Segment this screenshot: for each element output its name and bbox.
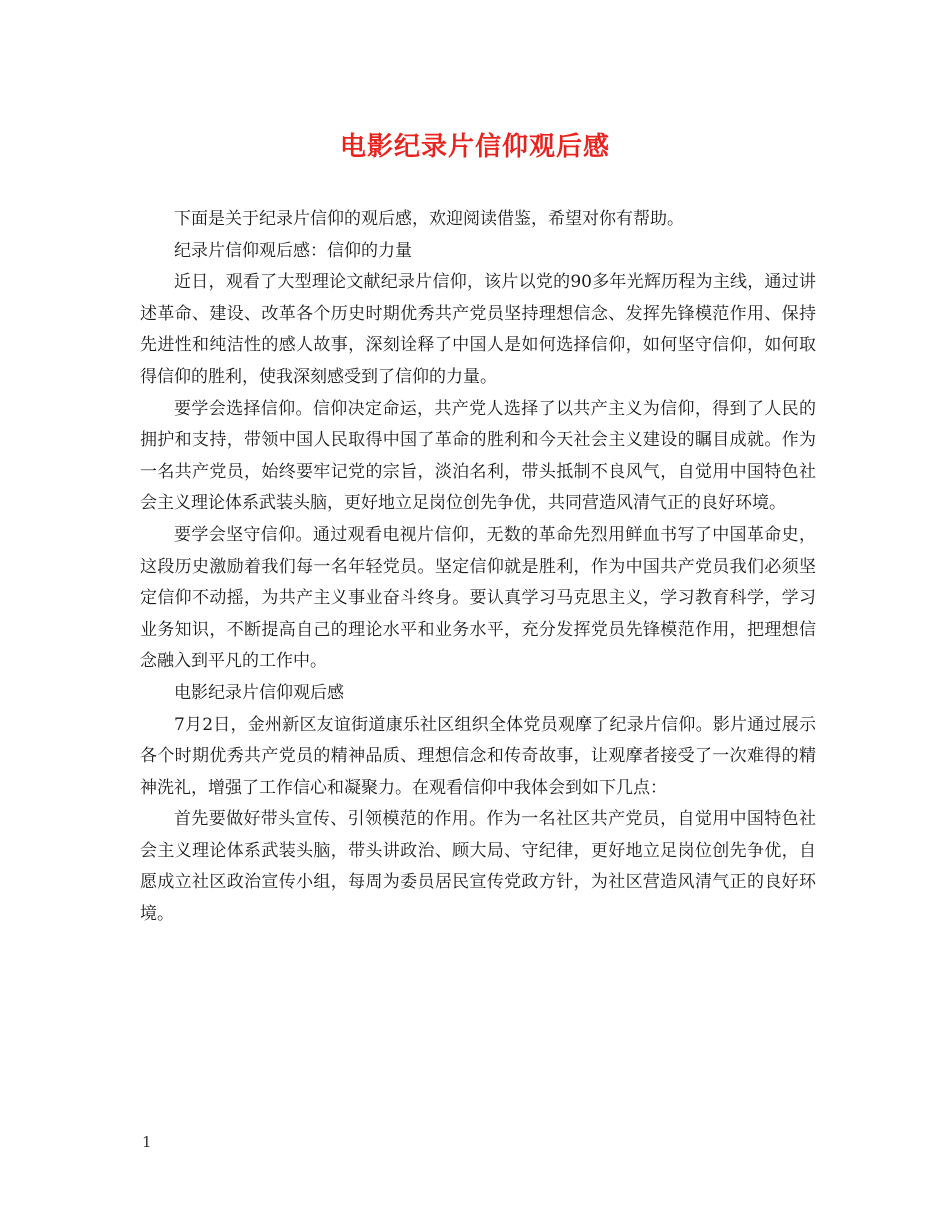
document-body [140, 204, 816, 931]
paragraph-subheading-1: 纪录片信仰观后感：信仰的力量 [174, 240, 412, 261]
paragraph-1: 近日，观看了大型理论文献纪录片信仰，该片以党的90多年光辉历程为主线，通过讲述革命、建设、改革各个历史时期优秀共产党员坚持理想信念、发挥先锋模范作用、保持先进性和纯洁性的感人故事，深刻诠释了中国人是如何选择信仰，如何坚守信仰，如何取得信仰的胜利，使我深刻感受到了信仰的力量。 [140, 272, 816, 387]
paragraph-5: 首先要做好带头宣传、引领模范的作用。作为一名社区共产党员，自觉用中国特色社会主义理论体系武装头脑，带头讲政治、顾大局、守纪律，更好地立足岗位创先争优，自愿成立社区政治宣传小组，每周为委员居民宣传党政方针，为社区营造风清气正的良好环境。 [140, 809, 816, 925]
paragraph-3: 要学会坚守信仰。通过观看电视片信仰，无数的革命先烈用鲜血书写了中国革命史，这段历史激励着我们每一名年轻党员。坚定信仰就是胜利，作为中国共产党员我们必须坚定信仰不动摇，为共产主义事业奋斗终身。要认真学习马克思主义，学习教育科学，学习业务知识，不断提高自己的理论水平和业务水平，充分发挥党员先锋模范作用，把理想信念融入到平凡的工作中。 [140, 524, 816, 672]
page-number: 1 [142, 1133, 152, 1151]
page-title: 电影纪录片信仰观后感 [339, 132, 610, 162]
paragraph-2: 要学会选择信仰。信仰决定命运，共产党人选择了以共产主义为信仰，得到了人民的拥护和支持，带领中国人民取得中国了革命的胜利和今天社会主义建设的瞩目成就。作为一名共产党员，始终要牢记党的宗旨，淡泊名利，带头抵制不良风气，自觉用中国特色社会主义理论体系武装头脑，更好地立足岗位创先争优，共同营造风清气正的良好环境。 [140, 398, 816, 514]
paragraph-4: 7月2日，金州新区友谊街道康乐社区组织全体党员观摩了纪录片信仰。影片通过展示各个时期优秀共产党员的精神品质、理想信念和传奇故事，让观摩者接受了一次难得的精神洗礼，增强了工作信心和凝聚力。在观看信仰中我体会到如下几点： [140, 714, 816, 798]
paragraph-subheading-2: 电影纪录片信仰观后感 [174, 682, 344, 703]
paragraph-intro: 下面是关于纪录片信仰的观后感，欢迎阅读借鉴，希望对你有帮助。 [174, 209, 684, 229]
